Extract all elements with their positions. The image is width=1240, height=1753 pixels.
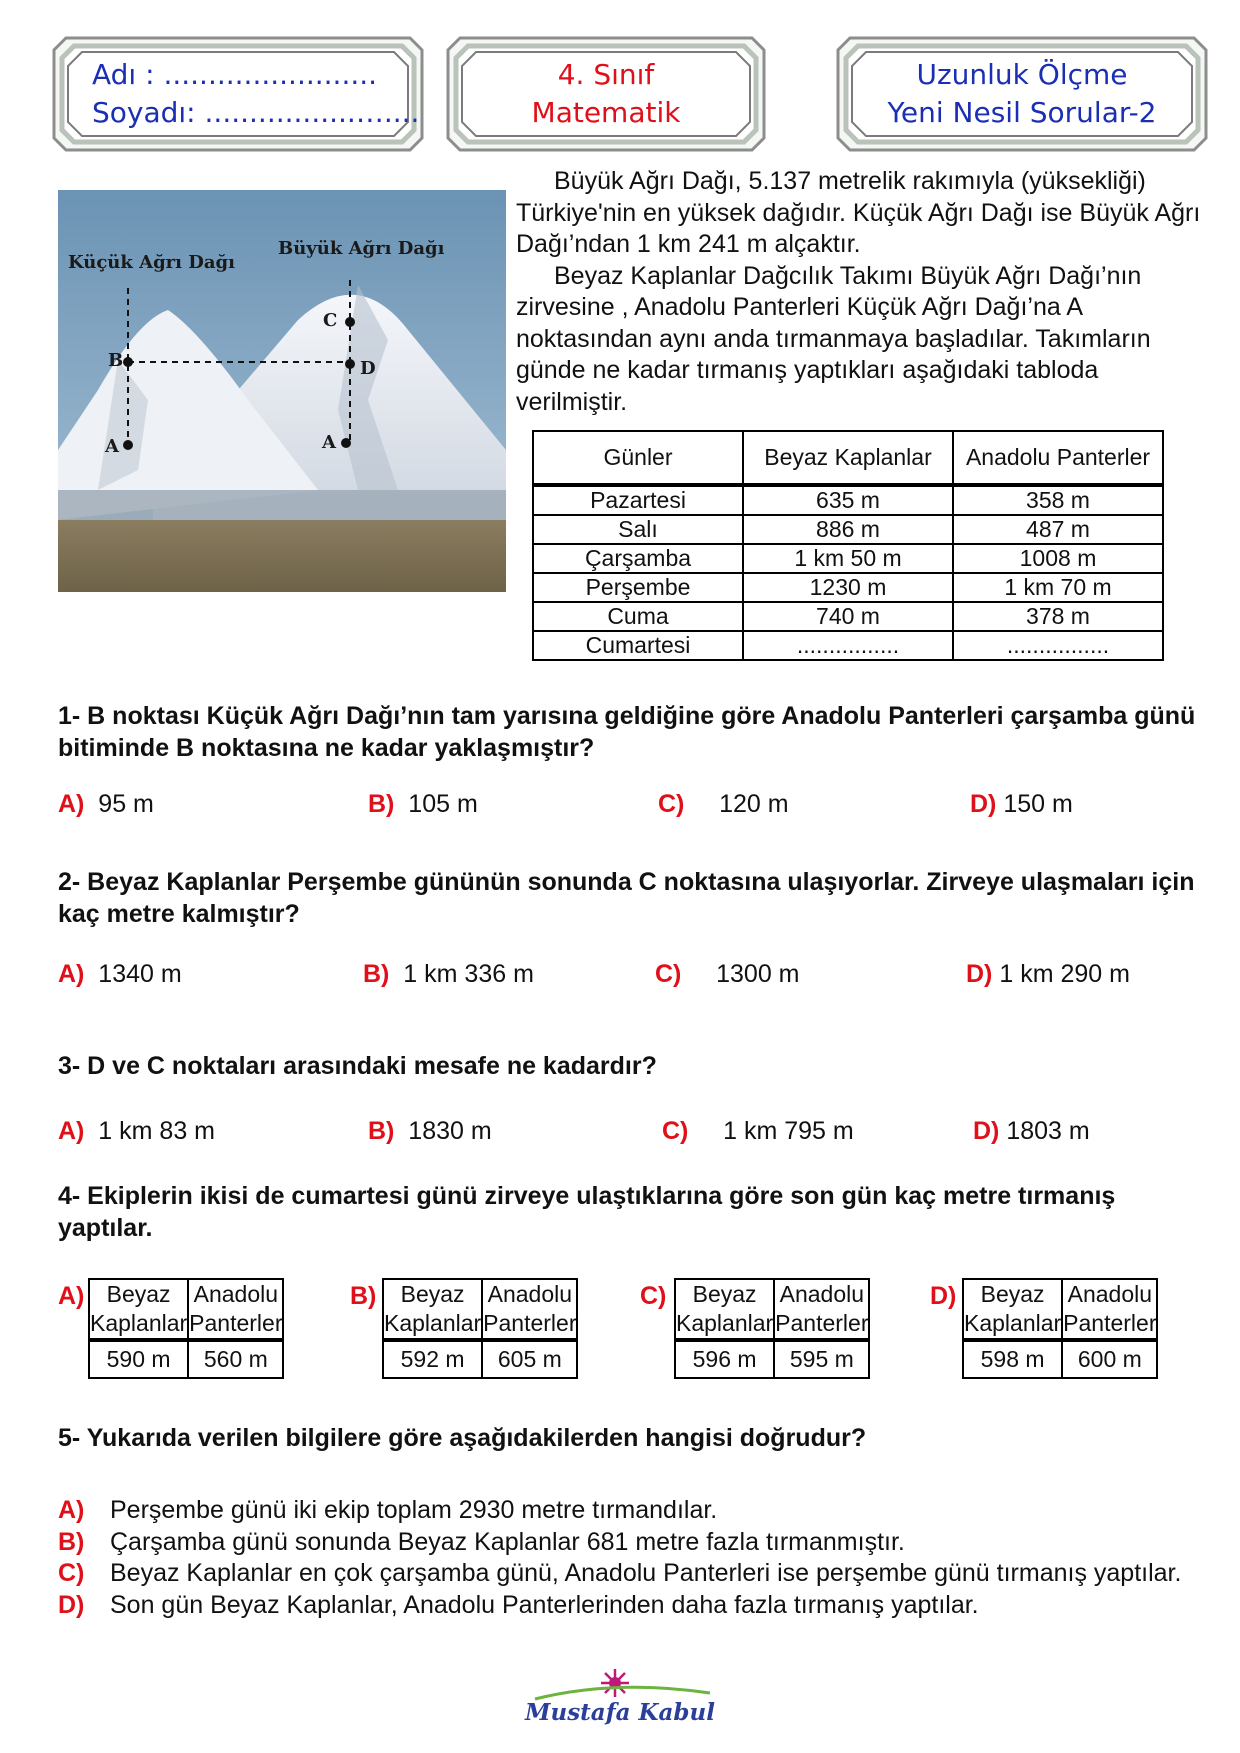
day-cell: Pazartesi: [533, 485, 743, 515]
option-letter: D): [966, 960, 993, 988]
option-text: 1803 m: [1006, 1117, 1090, 1145]
intro-paragraph-2: Beyaz Kaplanlar Dağcılık Takımı Büyük Ağrı Dağı’nın zirvesine , Anadolu Panterleri Küçük Ağrı Dağı’na A noktasından aynı anda tırmanmaya başladılar. Takımların günde ne kadar tırmanış yaptıkları aşağıdaki tabloda verilmiştir.: [516, 261, 1151, 416]
question-5: 5- Yukarıda verilen bilgilere göre aşağıdakilerden hangisi doğrudur?: [58, 1424, 867, 1452]
table-row: [533, 602, 1163, 631]
option-letter: A): [58, 790, 85, 818]
author-signature: [515, 1665, 725, 1735]
option-letter: B): [368, 790, 395, 818]
option-d[interactable]: [970, 790, 1073, 819]
question-3-options: [58, 1117, 1208, 1149]
option-c[interactable]: [658, 790, 789, 819]
value-cell: 358 m: [953, 485, 1163, 515]
value-cell: 600 m: [1062, 1340, 1157, 1378]
option-letter: B): [350, 1282, 377, 1310]
day-cell: Çarşamba: [533, 544, 743, 573]
option-letter: D): [973, 1117, 1000, 1145]
col-white-tigers: Beyaz Kaplanlar: [963, 1279, 1062, 1340]
option-letter: A): [58, 1117, 85, 1145]
header-anatolian-panthers: Anadolu Panterler: [953, 431, 1163, 485]
grade-label: 4. Sınıf: [557, 58, 655, 91]
question-2-options: [58, 960, 1208, 992]
col-anatolian-panthers: Anadolu Panterler: [1062, 1279, 1157, 1340]
point-b-label: B: [108, 350, 124, 371]
option-letter: C): [640, 1282, 667, 1310]
option-text: 1 km 336 m: [403, 960, 534, 988]
option-text: 120 m: [719, 790, 789, 818]
question-2: 2- Beyaz Kaplanlar Perşembe gününün sonunda C noktasına ulaşıyorlar. Zirveye ulaşmaları için kaç metre kalmıştır?: [58, 868, 1195, 928]
option-d[interactable]: [966, 960, 1130, 989]
option-a[interactable]: [58, 790, 154, 819]
option-text: 1340 m: [98, 960, 182, 988]
option-letter: C): [662, 1117, 689, 1145]
problem-intro: [516, 166, 1216, 418]
option-letter: B): [368, 1117, 395, 1145]
value-cell: 886 m: [743, 515, 953, 544]
option-b[interactable]: [368, 790, 478, 819]
point-d-label: D: [360, 358, 376, 379]
surname-line[interactable]: Soyadı: .................…....: [92, 96, 420, 129]
header-white-tigers: Beyaz Kaplanlar: [743, 431, 953, 485]
name-line[interactable]: Adı : ........................: [92, 58, 378, 91]
value-cell: 1 km 70 m: [953, 573, 1163, 602]
table-row: [533, 515, 1163, 544]
table-row: [533, 573, 1163, 602]
option-letter: A): [58, 960, 85, 988]
name-surname-box: [52, 36, 424, 152]
table-row: [533, 631, 1163, 660]
table-header-row: [533, 431, 1163, 485]
option-letter: C): [58, 1559, 85, 1587]
col-anatolian-panthers: Anadolu Panterler: [482, 1279, 577, 1340]
table-row: [533, 544, 1163, 573]
value-cell: 1230 m: [743, 573, 953, 602]
option-letter: B): [363, 960, 390, 988]
answer-table: [962, 1278, 1158, 1379]
question-1-options: [58, 790, 1208, 822]
big-ararat-label: Büyük Ağrı Dağı: [278, 238, 445, 259]
option-a[interactable]: [58, 1495, 1208, 1527]
option-d[interactable]: [58, 1590, 1208, 1622]
question-4: 4- Ekiplerin ikisi de cumartesi günü zirveye ulaştıklarına göre son gün kaç metre tırmanış yaptılar.: [58, 1182, 1116, 1242]
option-text: 105 m: [408, 790, 478, 818]
option-d[interactable]: [973, 1117, 1090, 1146]
day-cell: Cumartesi: [533, 631, 743, 660]
grade-subject-box: [446, 36, 766, 152]
col-anatolian-panthers: Anadolu Panterler: [774, 1279, 869, 1340]
value-cell: 560 m: [188, 1340, 283, 1378]
option-c[interactable]: [655, 960, 800, 989]
topic-subtitle: Yeni Nesil Sorular-2: [887, 96, 1157, 129]
option-c[interactable]: [662, 1117, 854, 1146]
value-cell: 605 m: [482, 1340, 577, 1378]
option-letter: A): [58, 1496, 85, 1524]
option-letter: A): [58, 1282, 85, 1310]
ararat-mountain-photo: [58, 190, 506, 592]
option-text: Son gün Beyaz Kaplanlar, Anadolu Panterlerinden daha fazla tırmanış yaptılar.: [110, 1590, 979, 1619]
point-a-label-left: A: [105, 436, 119, 457]
col-anatolian-panthers: Anadolu Panterler: [188, 1279, 283, 1340]
answer-table: [674, 1278, 870, 1379]
option-letter: C): [658, 790, 685, 818]
option-text: Perşembe günü iki ekip toplam 2930 metre tırmandılar.: [110, 1496, 718, 1524]
question-3: 3- D ve C noktaları arasındaki mesafe ne kadardır?: [58, 1052, 657, 1080]
blank-cell[interactable]: ................: [953, 631, 1163, 660]
option-a[interactable]: [58, 1117, 215, 1146]
value-cell: 1008 m: [953, 544, 1163, 573]
option-letter: C): [655, 960, 682, 988]
option-letter: B): [58, 1527, 85, 1556]
option-a[interactable]: [58, 960, 182, 989]
option-text: 1300 m: [716, 960, 800, 988]
small-ararat-label: Küçük Ağrı Dağı: [68, 252, 235, 273]
intro-paragraph-1: Büyük Ağrı Dağı, 5.137 metrelik rakımıyla (yüksekliği) Türkiye'nin en yüksek dağıdır. Küçük Ağrı Dağı ise Büyük Ağrı Dağı’ndan 1 km 241 m alçaktır.: [516, 167, 1201, 258]
question-1: 1- B noktası Küçük Ağrı Dağı’nın tam yarısına geldiğine göre Anadolu Panterleri çarşamba günü bitiminde B noktasına ne kadar yaklaşmıştır?: [58, 702, 1196, 762]
option-text: Çarşamba günü sonunda Beyaz Kaplanlar 681 metre fazla tırmanmıştır.: [110, 1527, 905, 1556]
value-cell: 598 m: [963, 1340, 1062, 1378]
climb-table: [532, 430, 1164, 661]
value-cell: 590 m: [89, 1340, 188, 1378]
value-cell: 596 m: [675, 1340, 774, 1378]
option-text: 1 km 290 m: [999, 960, 1130, 988]
topic-title: Uzunluk Ölçme: [916, 58, 1128, 91]
option-letter: D): [970, 790, 997, 818]
value-cell: 595 m: [774, 1340, 869, 1378]
value-cell: 740 m: [743, 602, 953, 631]
value-cell: 378 m: [953, 602, 1163, 631]
option-text: 1830 m: [408, 1117, 492, 1145]
value-cell: 1 km 50 m: [743, 544, 953, 573]
option-text: Beyaz Kaplanlar en çok çarşamba günü, Anadolu Panterleri ise perşembe günü tırmanış yaptılar.: [110, 1559, 1182, 1587]
day-cell: Salı: [533, 515, 743, 544]
option-letter: D): [58, 1590, 85, 1619]
answer-table: [88, 1278, 284, 1379]
value-cell: 635 m: [743, 485, 953, 515]
blank-cell[interactable]: ................: [743, 631, 953, 660]
option-text: 95 m: [98, 790, 154, 818]
col-white-tigers: Beyaz Kaplanlar: [675, 1279, 774, 1340]
col-white-tigers: Beyaz Kaplanlar: [89, 1279, 188, 1340]
option-text: 150 m: [1003, 790, 1073, 818]
table-row: [533, 485, 1163, 515]
option-text: 1 km 795 m: [723, 1117, 854, 1145]
option-c[interactable]: [58, 1558, 1208, 1590]
option-b[interactable]: [58, 1527, 1208, 1559]
day-cell: Perşembe: [533, 573, 743, 602]
value-cell: 592 m: [383, 1340, 482, 1378]
col-white-tigers: Beyaz Kaplanlar: [383, 1279, 482, 1340]
option-text: 1 km 83 m: [98, 1117, 215, 1145]
point-c-label: C: [323, 310, 338, 331]
signature-text: Mustafa Kabul: [525, 1699, 715, 1726]
day-cell: Cuma: [533, 602, 743, 631]
answer-table: [382, 1278, 578, 1379]
point-a-label-right: A: [322, 432, 336, 453]
option-b[interactable]: [368, 1117, 492, 1146]
question-5-options: [58, 1495, 1208, 1621]
header-days: Günler: [533, 431, 743, 485]
topic-box: [836, 36, 1208, 152]
value-cell: 487 m: [953, 515, 1163, 544]
option-letter: D): [930, 1282, 957, 1310]
option-b[interactable]: [363, 960, 534, 989]
subject-label: Matematik: [531, 96, 681, 129]
